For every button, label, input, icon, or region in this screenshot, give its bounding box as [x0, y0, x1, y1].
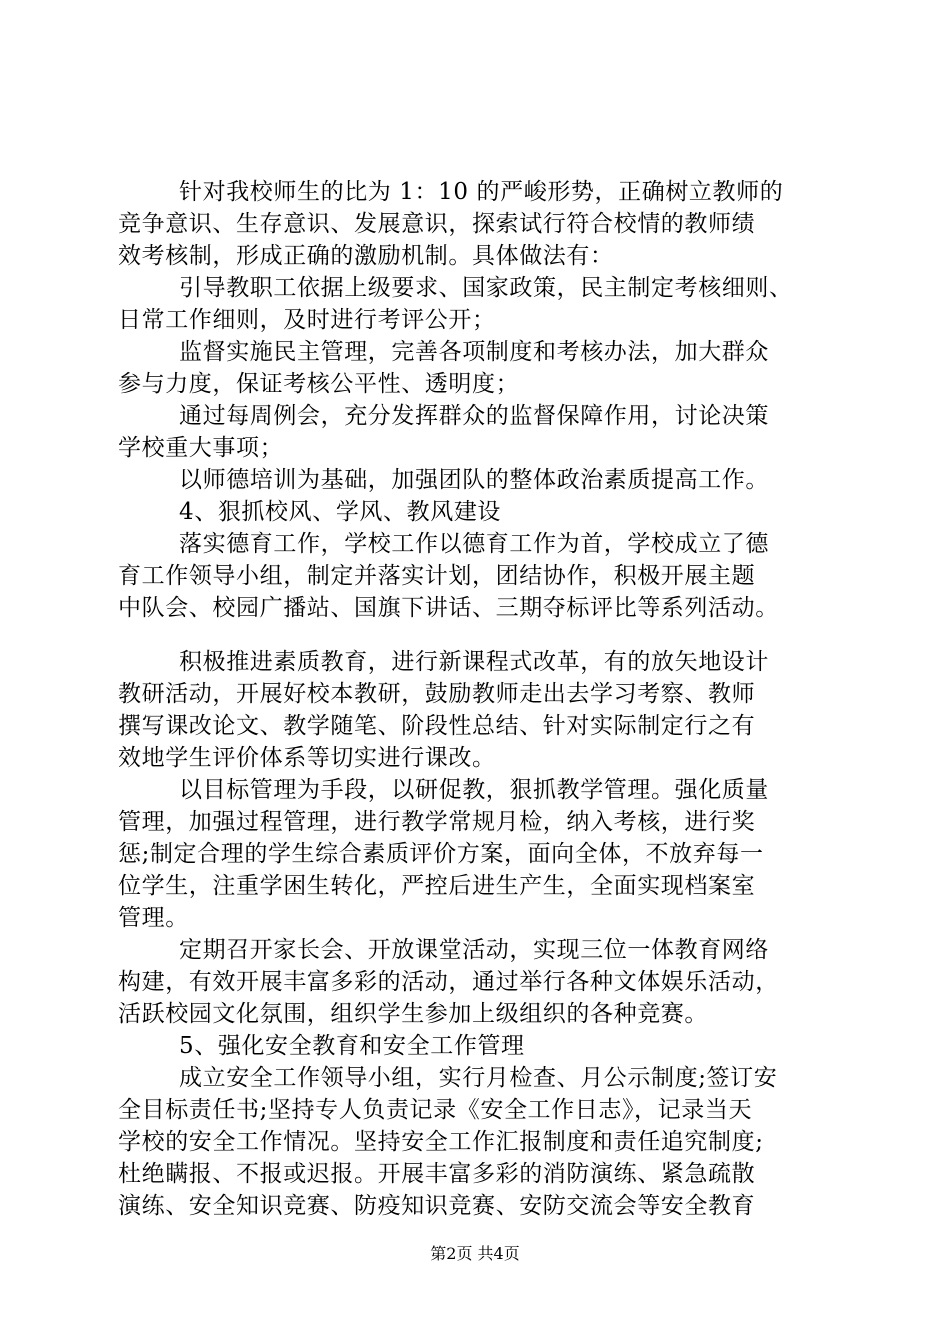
text-line: 位学生，注重学困生转化，严控后进生产生，全面实现档案室	[118, 873, 756, 899]
text-line: 定期召开家长会、开放课堂活动，实现三位一体教育网络	[179, 937, 769, 963]
text-line: 参与力度，保证考核公平性、透明度；	[118, 371, 520, 397]
text-line: 落实德育工作，学校工作以德育工作为首，学校成立了德	[179, 531, 769, 557]
text-line: 日常工作细则，及时进行考评公开；	[118, 307, 496, 333]
text-line: 活跃校园文化氛围，组织学生参加上级组织的各种竞赛。	[118, 1001, 708, 1027]
text-line: 引导教职工依据上级要求、国家政策，民主制定考核细则、	[179, 275, 793, 301]
section-heading: 5、强化安全教育和安全工作管理	[179, 1033, 525, 1059]
text-line: 针对我校师生的比为 1：10 的严峻形势，正确树立教师的	[179, 179, 784, 205]
text-line: 构建，有效开展丰富多彩的活动，通过举行各种文体娱乐活动，	[118, 969, 779, 995]
text-line: 杜绝瞒报、不报或迟报。开展丰富多彩的消防演练、紧急疏散	[118, 1161, 756, 1187]
page-number-footer: 第2页 共4页	[430, 1244, 520, 1263]
text-line: 效地学生评价体系等切实进行课改。	[118, 745, 496, 771]
text-line: 通过每周例会，充分发挥群众的监督保障作用，讨论决策	[179, 403, 769, 429]
text-line: 积极推进素质教育，进行新课程式改革，有的放矢地设计	[179, 649, 769, 675]
section-heading: 4、狠抓校风、学风、教风建设	[179, 499, 502, 525]
text-line: 惩;制定合理的学生综合素质评价方案，面向全体，不放弃每一	[118, 841, 764, 867]
text-line: 管理。	[118, 905, 189, 931]
text-line: 管理，加强过程管理，进行教学常规月检，纳入考核，进行奖	[118, 809, 756, 835]
text-line: 竞争意识、生存意识、发展意识，探索试行符合校情的教师绩	[118, 211, 756, 237]
text-line: 教研活动，开展好校本教研，鼓励教师走出去学习考察、教师	[118, 681, 756, 707]
text-line: 以目标管理为手段，以研促教，狠抓教学管理。强化质量	[179, 777, 769, 803]
text-line: 中队会、校园广播站、国旗下讲话、三期夺标评比等系列活动。	[118, 595, 779, 621]
text-line: 演练、安全知识竞赛、防疫知识竞赛、安防交流会等安全教育	[118, 1193, 756, 1219]
text-line: 育工作领导小组，制定并落实计划，团结协作，积极开展主题	[118, 563, 756, 589]
text-line: 监督实施民主管理，完善各项制度和考核办法，加大群众	[179, 339, 769, 365]
text-line: 成立安全工作领导小组，实行月检查、月公示制度;签订安	[179, 1065, 778, 1091]
text-line: 效考核制，形成正确的激励机制。具体做法有：	[118, 243, 614, 269]
text-line: 全目标责任书;坚持专人负责记录《安全工作日志》，记录当天	[118, 1097, 753, 1123]
text-line: 以师德培训为基础，加强团队的整体政治素质提高工作。	[179, 467, 769, 493]
text-line: 学校的安全工作情况。坚持安全工作汇报制度和责任追究制度;	[118, 1129, 764, 1155]
text-line: 撰写课改论文、教学随笔、阶段性总结、针对实际制定行之有	[118, 713, 756, 739]
text-line: 学校重大事项；	[118, 435, 284, 461]
